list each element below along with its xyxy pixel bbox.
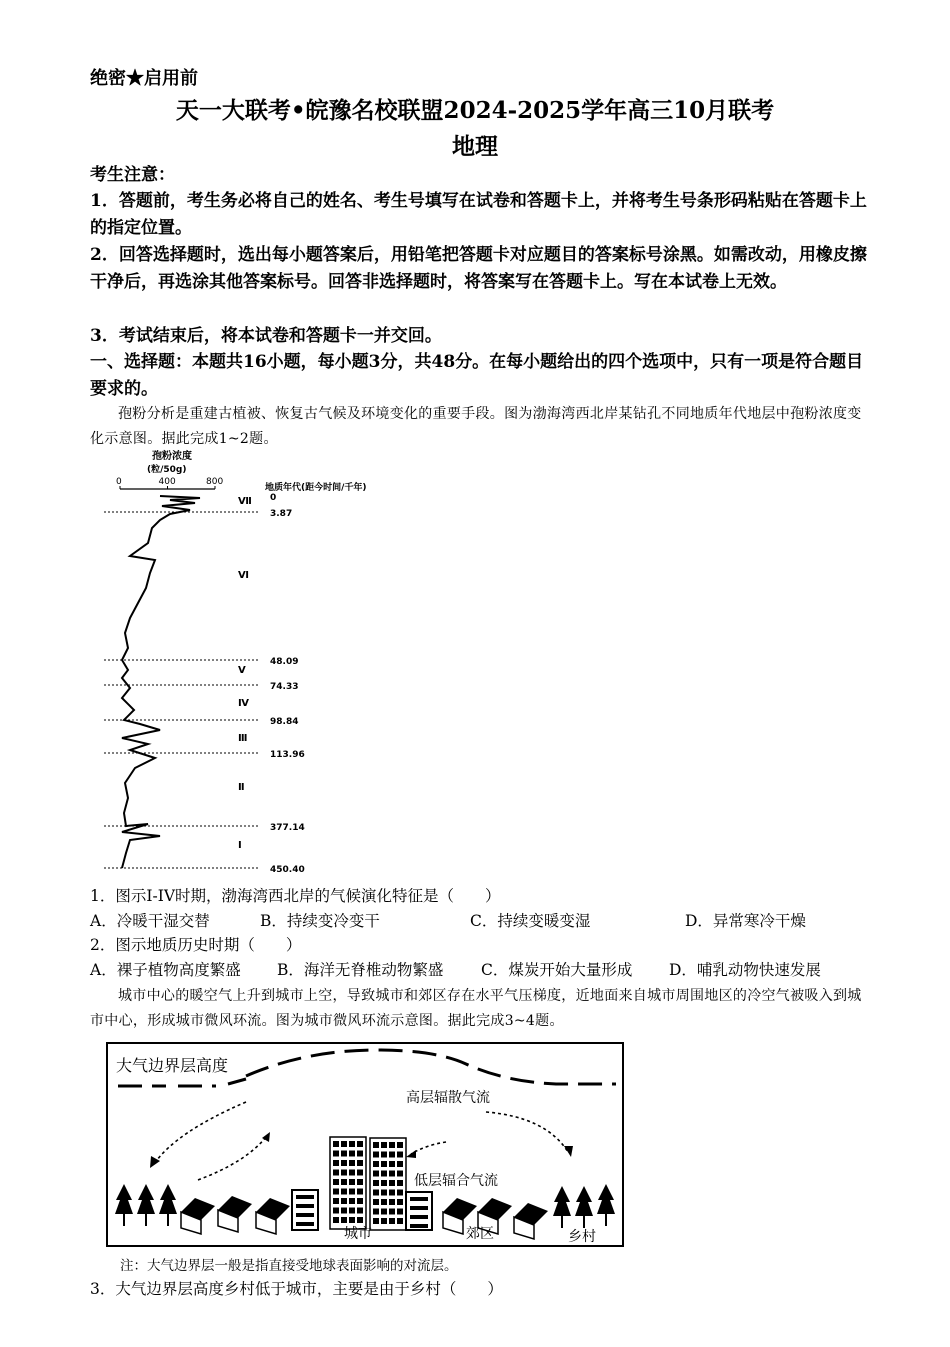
window bbox=[397, 1190, 403, 1196]
window bbox=[397, 1218, 403, 1224]
window-band bbox=[296, 1222, 314, 1226]
window-band bbox=[296, 1213, 314, 1217]
window-band bbox=[410, 1224, 428, 1228]
window bbox=[333, 1151, 339, 1157]
window bbox=[349, 1189, 355, 1195]
boundary-label: 3.87 bbox=[270, 509, 293, 519]
x-axis bbox=[116, 477, 223, 489]
exam-title: 天一大联考•皖豫名校联盟2024-2025学年高三10月联考 bbox=[175, 97, 775, 124]
period-label: Ⅰ bbox=[238, 840, 242, 851]
arrowhead-icon bbox=[406, 1150, 416, 1158]
y-axis-label: 地质年代(距今时间/千年) bbox=[265, 483, 367, 493]
window bbox=[397, 1161, 403, 1167]
window bbox=[333, 1170, 339, 1176]
suburb-label: 郊区 bbox=[466, 1226, 494, 1242]
period-boundaries bbox=[104, 493, 305, 875]
window bbox=[373, 1152, 379, 1158]
notice-heading: 考生注意： bbox=[90, 165, 175, 185]
window bbox=[349, 1151, 355, 1157]
window bbox=[389, 1180, 395, 1186]
boundary-label: 大气边界层高度 bbox=[116, 1056, 229, 1075]
tree-icon bbox=[159, 1184, 177, 1214]
q2-option-b[interactable]: B．海洋无脊椎动物繁盛 bbox=[277, 961, 444, 979]
chart-title: 孢粉浓度 bbox=[152, 451, 192, 462]
window bbox=[341, 1141, 347, 1147]
x-tick-label: 0 bbox=[116, 477, 122, 487]
window bbox=[349, 1179, 355, 1185]
window bbox=[389, 1199, 395, 1205]
chart-unit: (粒/50g) bbox=[147, 465, 187, 475]
upper-arrow-right bbox=[486, 1112, 568, 1152]
window bbox=[357, 1189, 363, 1195]
window bbox=[381, 1209, 387, 1215]
period-label: Ⅱ bbox=[238, 782, 245, 793]
figure-note: 注：大气边界层一般是指直接受地球表面影响的对流层。 bbox=[120, 1258, 458, 1274]
window bbox=[349, 1170, 355, 1176]
q1-options bbox=[90, 909, 880, 933]
notice-item-1: 1．答题前，考生务必将自己的姓名、考生号填写在试卷和答题卡上，并将考生号条形码粘贴在答题卡上的指定位置。 bbox=[90, 191, 867, 238]
window bbox=[373, 1171, 379, 1177]
window bbox=[381, 1199, 387, 1205]
window bbox=[373, 1180, 379, 1186]
q2-option-a[interactable]: A．裸子植物高度繁盛 bbox=[90, 961, 241, 979]
window bbox=[357, 1208, 363, 1214]
window bbox=[333, 1189, 339, 1195]
window bbox=[389, 1171, 395, 1177]
window bbox=[341, 1179, 347, 1185]
tree-icon bbox=[137, 1184, 155, 1214]
x-tick-label: 400 bbox=[158, 477, 176, 487]
window bbox=[381, 1180, 387, 1186]
window bbox=[381, 1171, 387, 1177]
upper-flow-label: 高层辐散气流 bbox=[406, 1090, 490, 1106]
period-label: Ⅵ bbox=[238, 570, 249, 581]
q1-option-c[interactable]: C．持续变暖变湿 bbox=[470, 912, 591, 930]
q1-option-d[interactable]: D．异常寒冷干燥 bbox=[685, 912, 806, 930]
window bbox=[333, 1198, 339, 1204]
window bbox=[333, 1179, 339, 1185]
window bbox=[397, 1209, 403, 1215]
lower-arrow-right bbox=[411, 1142, 446, 1154]
lower-arrow-left bbox=[198, 1137, 266, 1180]
notice-item-2: 2．回答选择题时，选出每小题答案后，用铅笔把答题卡对应题目的答案标号涂黑。如需改动，用橡皮擦干净后，再选涂其他答案标号。回答非选择题时，将答案写在答题卡上。写在本试卷上无效。 bbox=[90, 245, 867, 292]
window bbox=[341, 1160, 347, 1166]
window bbox=[381, 1161, 387, 1167]
window bbox=[341, 1208, 347, 1214]
q1-option-a[interactable]: A．冷暖干湿交替 bbox=[90, 912, 210, 930]
window-band bbox=[410, 1197, 428, 1201]
boundary-label: 98.84 bbox=[270, 717, 299, 727]
q1-stem: 1．图示I-IV时期，渤海湾西北岸的气候演化特征是（ ） bbox=[90, 887, 501, 905]
period-labels bbox=[238, 496, 252, 851]
window bbox=[333, 1160, 339, 1166]
window bbox=[389, 1142, 395, 1148]
passage-pollen: 孢粉分析是重建古植被、恢复古气候及环境变化的重要手段。图为渤海湾西北岸某钻孔不同地质年代地层中孢粉浓度变化示意图。据此完成1~2题。 bbox=[90, 406, 862, 447]
window bbox=[357, 1179, 363, 1185]
window bbox=[397, 1180, 403, 1186]
window bbox=[341, 1170, 347, 1176]
period-label: Ⅲ bbox=[238, 733, 248, 744]
window bbox=[381, 1152, 387, 1158]
window bbox=[381, 1190, 387, 1196]
q2-stem: 2．图示地质历史时期（ ） bbox=[90, 936, 302, 954]
window bbox=[373, 1209, 379, 1215]
boundary-label: 48.09 bbox=[270, 657, 299, 667]
period-label: Ⅶ bbox=[238, 496, 252, 507]
boundary-line bbox=[246, 1050, 616, 1084]
window bbox=[333, 1141, 339, 1147]
window bbox=[389, 1161, 395, 1167]
subject-title: 地理 bbox=[452, 133, 498, 160]
window-band bbox=[410, 1215, 428, 1219]
window-band bbox=[410, 1206, 428, 1210]
boundary-label: 113.96 bbox=[270, 750, 305, 760]
window bbox=[357, 1170, 363, 1176]
window bbox=[397, 1152, 403, 1158]
window bbox=[357, 1141, 363, 1147]
arrowhead-icon bbox=[262, 1132, 270, 1142]
section-heading: 一、选择题：本题共16小题，每小题3分，共48分。在每小题给出的四个选项中，只有一项是符合题目要求的。 bbox=[90, 352, 864, 399]
q3-stem: 3．大气边界层高度乡村低于城市，主要是由于乡村（ ） bbox=[90, 1280, 503, 1298]
window-band bbox=[296, 1195, 314, 1199]
window bbox=[349, 1208, 355, 1214]
window bbox=[373, 1190, 379, 1196]
window bbox=[373, 1161, 379, 1167]
window bbox=[341, 1189, 347, 1195]
pollen-chart bbox=[100, 448, 430, 880]
window bbox=[349, 1217, 355, 1223]
tree-icon bbox=[597, 1184, 615, 1214]
tree-icon bbox=[553, 1186, 571, 1216]
window bbox=[389, 1209, 395, 1215]
boundary-label: 74.33 bbox=[270, 682, 299, 692]
window bbox=[341, 1198, 347, 1204]
period-label: Ⅴ bbox=[238, 665, 246, 676]
window bbox=[341, 1151, 347, 1157]
upper-arrow-left bbox=[154, 1102, 246, 1164]
city-breeze-figure bbox=[106, 1042, 626, 1248]
tree-icon bbox=[115, 1184, 133, 1214]
city-label: 城市 bbox=[344, 1226, 372, 1242]
q2-options bbox=[90, 958, 880, 982]
window bbox=[333, 1217, 339, 1223]
window bbox=[389, 1218, 395, 1224]
passage-city: 城市中心的暖空气上升到城市上空，导致城市和郊区存在水平气压梯度，近地面来自城市周围地区的冷空气被吸入到城市中心，形成城市微风环流。图为城市微风环流示意图。据此完成3~4题。 bbox=[90, 988, 862, 1029]
window bbox=[389, 1190, 395, 1196]
secret-label: 绝密★启用前 bbox=[90, 68, 198, 89]
pollen-curve bbox=[122, 496, 200, 868]
window bbox=[373, 1142, 379, 1148]
period-label: Ⅳ bbox=[238, 698, 249, 709]
x-tick-label: 800 bbox=[206, 477, 224, 487]
boundary-line-left bbox=[118, 1079, 246, 1086]
arrowhead-icon bbox=[564, 1146, 573, 1157]
q2-option-c[interactable]: C．煤炭开始大量形成 bbox=[481, 961, 633, 979]
window bbox=[397, 1171, 403, 1177]
notice-item-3: 3．考试结束后，将本试卷和答题卡一并交回。 bbox=[90, 326, 442, 346]
window bbox=[381, 1142, 387, 1148]
q1-option-b[interactable]: B．持续变冷变干 bbox=[260, 912, 380, 930]
window bbox=[349, 1160, 355, 1166]
window bbox=[357, 1151, 363, 1157]
window bbox=[357, 1198, 363, 1204]
window bbox=[373, 1199, 379, 1205]
window-band bbox=[296, 1204, 314, 1208]
window bbox=[381, 1218, 387, 1224]
window bbox=[357, 1160, 363, 1166]
window bbox=[397, 1142, 403, 1148]
window bbox=[373, 1218, 379, 1224]
window bbox=[333, 1208, 339, 1214]
window bbox=[341, 1217, 347, 1223]
boundary-label: 0 bbox=[270, 493, 277, 503]
city-buildings bbox=[292, 1137, 432, 1230]
lower-flow-label: 低层辐合气流 bbox=[414, 1173, 498, 1189]
boundary-label: 450.40 bbox=[270, 865, 305, 875]
window bbox=[389, 1152, 395, 1158]
window bbox=[349, 1198, 355, 1204]
tree-icon bbox=[575, 1186, 593, 1216]
boundary-label: 377.14 bbox=[270, 823, 305, 833]
window bbox=[397, 1199, 403, 1205]
q2-option-d[interactable]: D．哺乳动物快速发展 bbox=[669, 961, 821, 979]
window bbox=[349, 1141, 355, 1147]
window bbox=[357, 1217, 363, 1223]
rural-label: 乡村 bbox=[568, 1229, 596, 1245]
